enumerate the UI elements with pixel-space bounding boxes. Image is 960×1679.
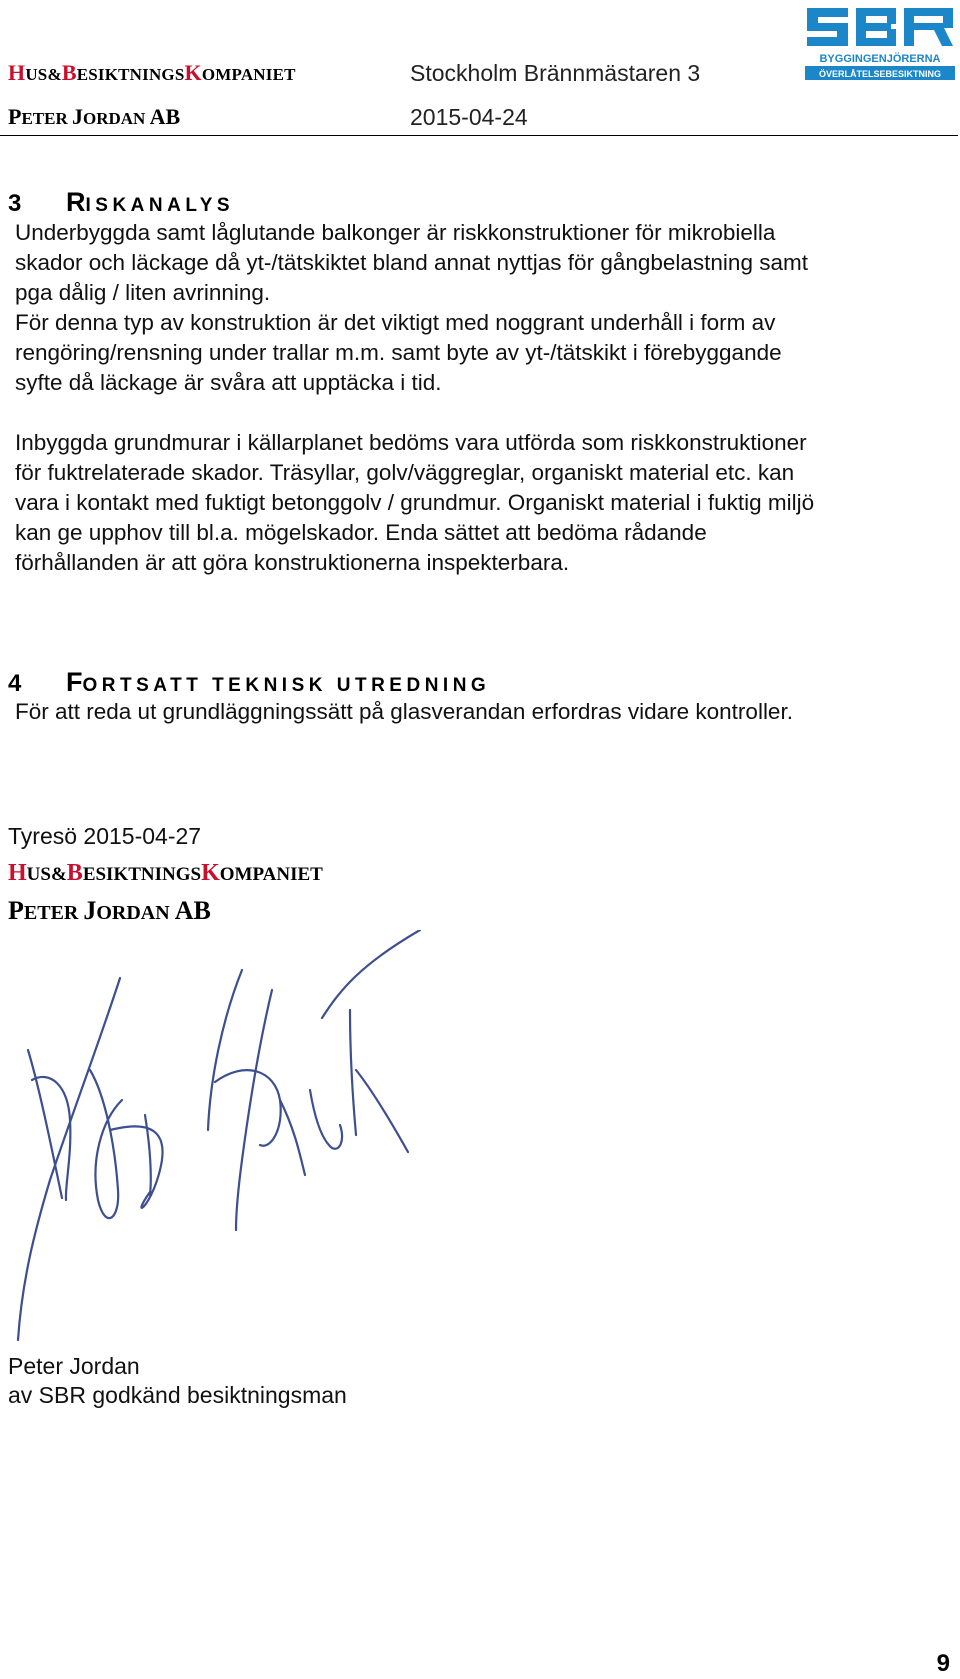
section4-heading: 4 FORTSATT TEKNISK UTREDNING <box>8 667 491 697</box>
logo-line2: ÖVERLÅTELSEBESIKTNING <box>818 69 942 79</box>
sbr-logo <box>804 4 956 84</box>
handwritten-signature <box>10 930 450 1350</box>
header-date: 2015-04-24 <box>410 104 528 130</box>
signoff-company-name: HUS&BESIKTNINGSKOMPANIET <box>8 860 323 886</box>
signoff-owner-name: PETER JORDAN AB <box>8 896 211 925</box>
page-number: 9 <box>936 1650 950 1677</box>
header-divider <box>0 135 958 136</box>
logo-line1: BYGGINGENJÖRERNA <box>819 53 941 65</box>
header-owner-name: PETER JORDAN AB <box>8 104 181 129</box>
signer-name: Peter Jordan <box>8 1353 140 1379</box>
header-company-name: HUS&BESIKTNINGSKOMPANIET <box>8 60 296 85</box>
section3-heading: 3 RISKANALYS <box>8 187 235 217</box>
section3-paragraph-2: Inbyggda grundmurar i källarplanet bedöms vara utförda som riskkonstruktioner för fuktrelaterade skador. Träsyllar, golv/väggreglar, organiskt material etc. kan vara i kontakt med fuktigt betonggolv / grundmur. Organiskt material i fuktig miljö kan ge upphov till bl.a. mögelskador. Enda sättet att bedöma rådande förhållanden är att göra konstruktionerna inspekterbara. <box>15 430 815 575</box>
header-property: Stockholm Brännmästaren 3 <box>410 60 701 86</box>
signer-title: av SBR godkänd besiktningsman <box>8 1382 347 1408</box>
section4-text: För att reda ut grundläggningssätt på glasverandan erfordras vidare kontroller. <box>15 699 793 724</box>
section3-paragraph-1: Underbyggda samt låglutande balkonger är riskkonstruktioner för mikrobiella skador och läckage då yt-/tätskiktet bland annat nyttjas för gångbelastning samt pga dålig / liten avrinning. För denna typ av konstruktion är det viktigt med noggrant underhåll i form av rengöring/rensning under trallar m.m. samt byte av yt-/tätskikt i förebyggande syfte då läckage är svåra att upptäcka i tid. <box>15 220 808 395</box>
place-date: Tyresö 2015-04-27 <box>8 823 202 849</box>
